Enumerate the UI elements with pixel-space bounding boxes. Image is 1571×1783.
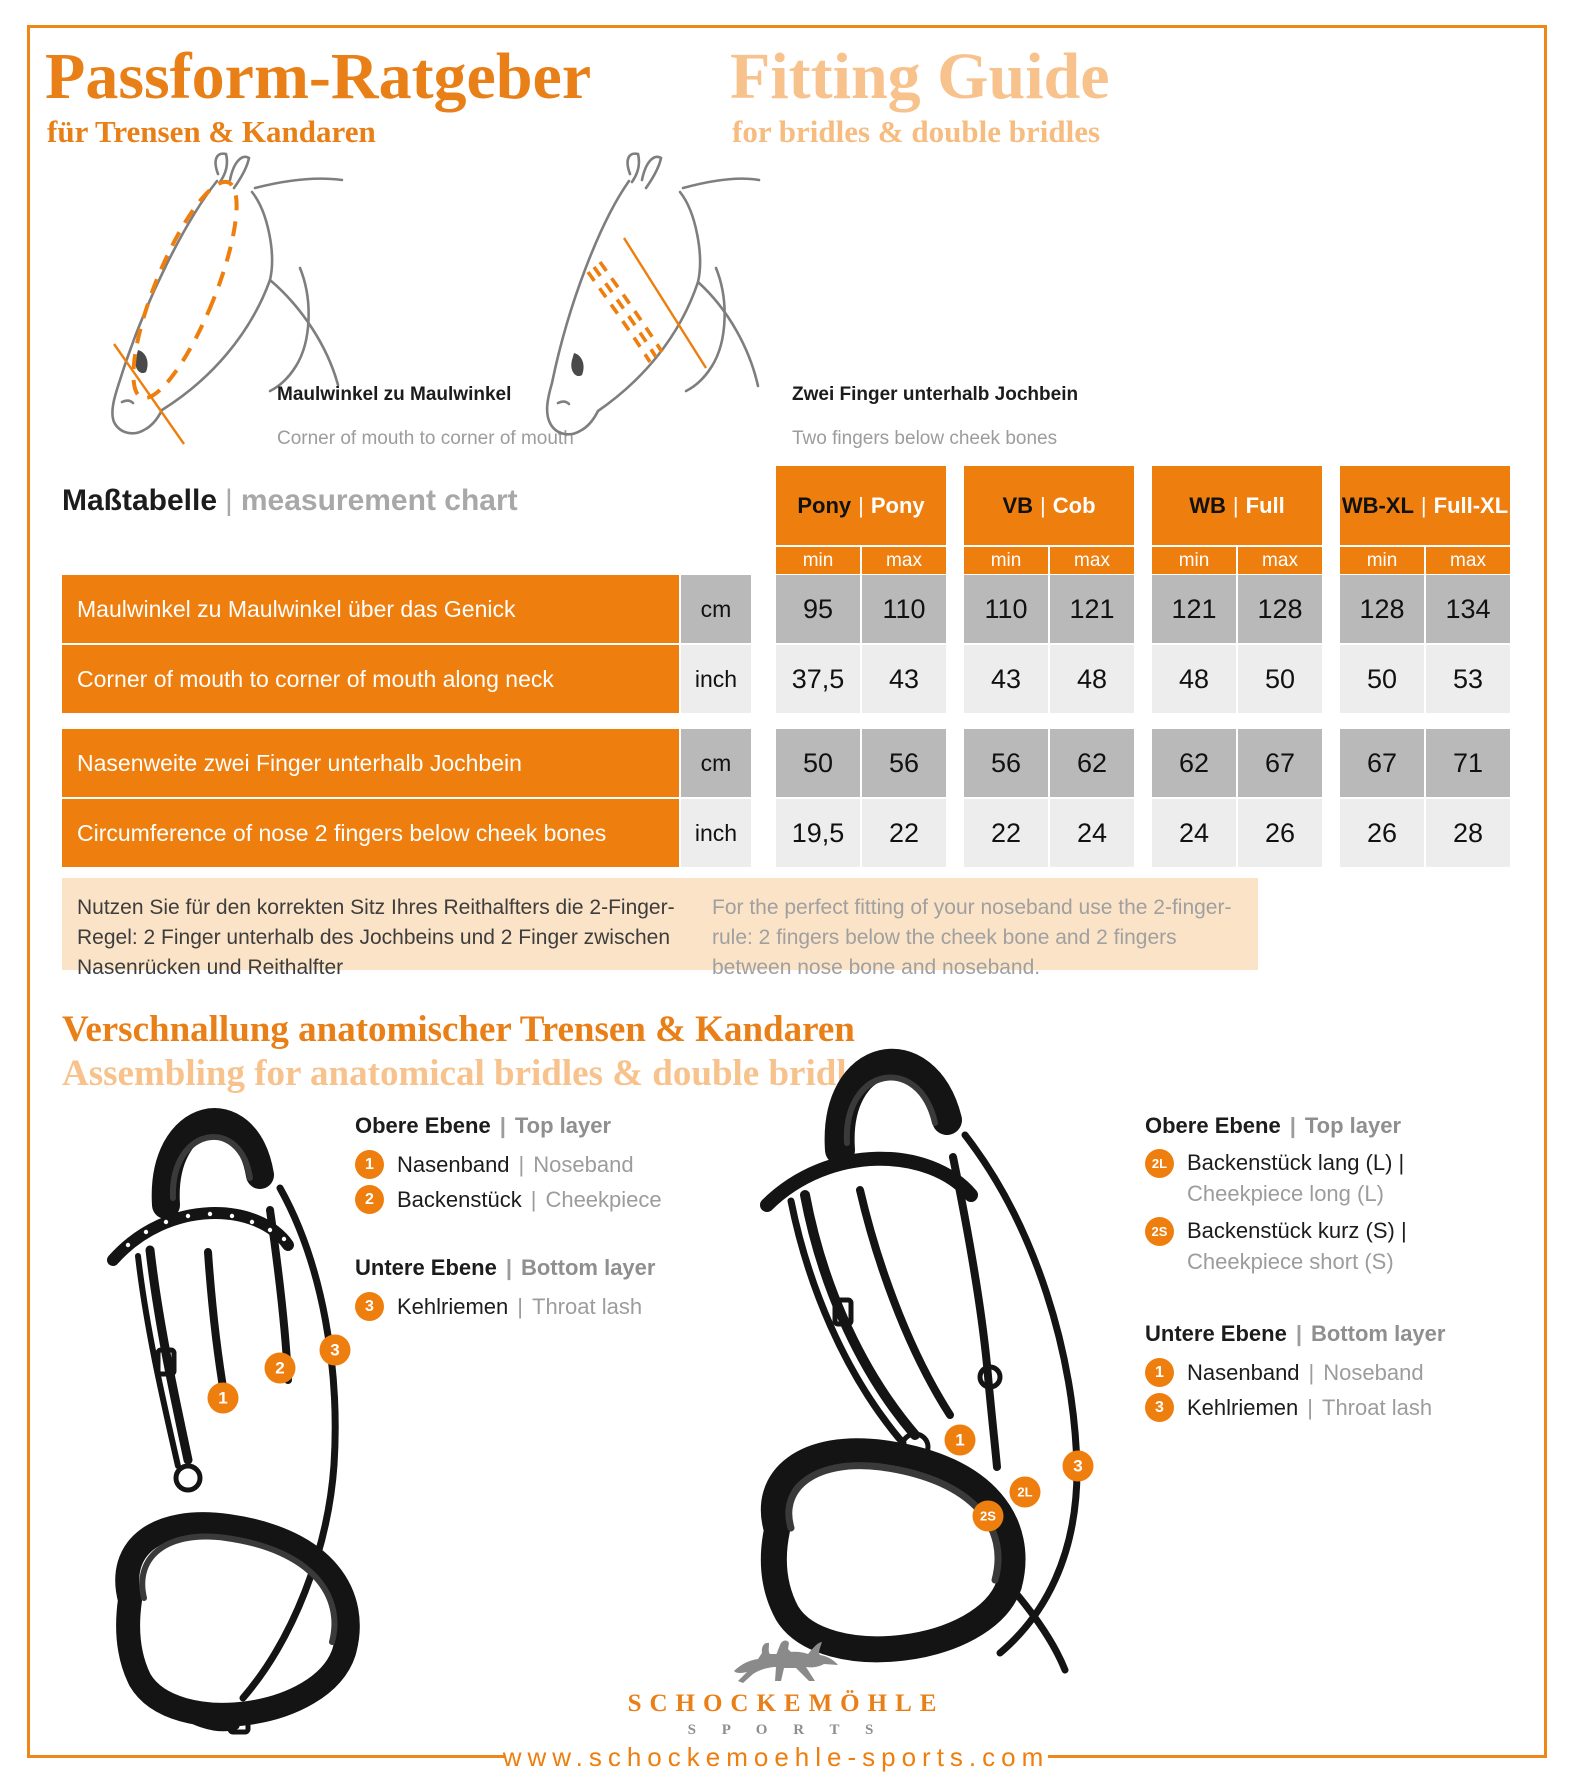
legend-item-german: Backenstück kurz (S) | [1187, 1218, 1407, 1243]
legend-item-separator: | [517, 1293, 523, 1319]
figure2-caption-german: Zwei Finger unterhalb Jochbein [792, 384, 1079, 405]
measurement-value-cell: 56 [964, 729, 1048, 797]
legend-heading-english: Bottom layer [520, 1255, 656, 1280]
figure1-caption-german: Maulwinkel zu Maulwinkel [277, 384, 512, 405]
figure1-caption-english: Corner of mouth to corner of mouth [277, 428, 574, 449]
measurement-value-cell: 95 [776, 575, 860, 643]
measurement-value-cell: 48 [1152, 645, 1236, 713]
legend-heading-english: Top layer [1304, 1113, 1402, 1138]
unit-cell: cm [681, 729, 751, 797]
measurement-value-cell: 43 [862, 645, 946, 713]
measurement-value-cell: 26 [1238, 799, 1322, 867]
bridle-badge-2-icon: 2 [265, 1353, 296, 1384]
size-name-english: Cob [1052, 492, 1096, 518]
minmax-header-cell: min [1152, 547, 1236, 574]
legend-heading-german: Obere Ebene [355, 1113, 491, 1138]
measurement-value-cell: 50 [1340, 645, 1424, 713]
legend-heading-german: Obere Ebene [1145, 1113, 1281, 1138]
size-name-german: WB-XL [1341, 492, 1414, 518]
minmax-header-cell: min [776, 547, 860, 574]
measurement-value-cell: 43 [964, 645, 1048, 713]
bridle-badge-2S-icon: 2S [973, 1501, 1004, 1532]
legend-heading [355, 1255, 715, 1281]
legend-item-separator: | [530, 1186, 537, 1212]
measurement-row-label: Nasenweite zwei Finger unterhalb Jochbein [62, 729, 679, 797]
size-name-separator: | [1040, 492, 1046, 518]
bridle-badge-3-icon: 3 [1063, 1451, 1094, 1482]
size-name-german: VB [1002, 492, 1034, 518]
two-finger-rule-note [62, 878, 1258, 979]
legend-heading [1145, 1321, 1505, 1347]
horse-eye [571, 353, 583, 376]
measurement-value-cell: 121 [1152, 575, 1236, 643]
measurement-value-cell: 22 [862, 799, 946, 867]
measurement-value-cell: 26 [1340, 799, 1424, 867]
measurement-value-cell: 50 [776, 729, 860, 797]
legend-item [1145, 1215, 1505, 1277]
size-name-english: Full [1245, 492, 1285, 518]
legend-item [355, 1182, 715, 1217]
frame-left [27, 25, 30, 1758]
size-name-english: Full-XL [1433, 492, 1509, 518]
bridle-badge-1-icon: 1 [208, 1383, 239, 1414]
legend-item-german: Kehlriemen [1187, 1394, 1299, 1420]
legend-item [1145, 1390, 1505, 1425]
legend-section-gap [355, 1217, 715, 1255]
noseband-dashed-lines [588, 262, 662, 362]
legend-item-german: Backenstück lang (L) | [1187, 1150, 1405, 1175]
measurement-value-cell: 22 [964, 799, 1048, 867]
badge-2-icon: 2 [355, 1185, 384, 1214]
frame-top [27, 25, 1547, 28]
measurement-value-cell: 134 [1426, 575, 1510, 643]
legend-item-german: Kehlriemen [397, 1293, 509, 1319]
legend-heading-separator: | [1289, 1113, 1296, 1138]
note-german: Nutzen Sie für den korrekten Sitz Ihres Reithalfters die 2-Finger-Regel: 2 Finger unterhalb des Jochbeins und 2 Finger zwischen Nasenrücken und Reithalfter [77, 896, 675, 979]
size-name-german: WB [1189, 492, 1226, 518]
size-column-header [1152, 466, 1322, 545]
snaffle-bridle-legend [355, 1113, 715, 1324]
legend-item [355, 1147, 715, 1182]
size-name-separator: | [1420, 492, 1427, 518]
figure2-caption-english: Two fingers below cheek bones [792, 428, 1058, 449]
note-english: For the perfect fitting of your noseband use the 2-finger-rule: 2 fingers below the cheek bone and 2 fingers between nose bone and noseband. [712, 896, 1232, 979]
size-name-separator: | [858, 492, 864, 518]
unit-cell: inch [681, 645, 751, 713]
legend-heading-german: Untere Ebene [355, 1255, 497, 1280]
chart-title-english: measurement chart [240, 484, 518, 517]
brand-horse-logo-icon [728, 1633, 844, 1687]
measurement-row-label: Maulwinkel zu Maulwinkel über das Genick [62, 575, 679, 643]
minmax-header-cell: max [862, 547, 946, 574]
mouth-corner-line [114, 344, 184, 444]
measurement-value-cell: 24 [1152, 799, 1236, 867]
snaffle-bridle-image [88, 1080, 388, 1740]
legend-heading [1145, 1113, 1505, 1139]
measurement-table [62, 466, 1512, 868]
size-column-header [964, 466, 1134, 545]
legend-section-gap [1145, 1283, 1505, 1321]
legend-heading-separator: | [1295, 1321, 1302, 1346]
legend-item-german: Nasenband [397, 1151, 510, 1177]
measurement-value-cell: 67 [1238, 729, 1322, 797]
measurement-value-cell: 62 [1152, 729, 1236, 797]
legend-item-english: Noseband [1323, 1359, 1424, 1385]
legend-heading-german: Untere Ebene [1145, 1321, 1287, 1346]
brand-name: SCHOCKEMÖHLE [627, 1690, 945, 1717]
measurement-value-cell: 56 [862, 729, 946, 797]
legend-heading-english: Bottom layer [1310, 1321, 1446, 1346]
measurement-value-cell: 128 [1340, 575, 1424, 643]
measurement-value-cell: 37,5 [776, 645, 860, 713]
measurement-value-cell: 24 [1050, 799, 1134, 867]
legend-heading-separator: | [499, 1113, 506, 1138]
assembly-title-english: Assembling for anatomical bridles & double bridles [62, 1053, 878, 1094]
measurement-value-cell: 128 [1238, 575, 1322, 643]
size-column-header [776, 466, 946, 545]
legend-heading [355, 1113, 715, 1139]
badge-3-icon: 3 [355, 1292, 384, 1321]
legend-item-english: Throat lash [532, 1293, 643, 1319]
unit-cell: inch [681, 799, 751, 867]
size-column-header [1340, 466, 1510, 545]
legend-heading-english: Top layer [514, 1113, 612, 1138]
horse-eye [135, 350, 147, 373]
badge-2L-icon: 2L [1145, 1149, 1174, 1178]
legend-item-german: Backenstück [397, 1186, 522, 1212]
legend-item-english: Noseband [533, 1151, 634, 1177]
measurement-value-cell: 28 [1426, 799, 1510, 867]
page-title-german: Passform-Ratgeber [45, 40, 592, 113]
legend-item-german: Nasenband [1187, 1359, 1300, 1385]
chart-title-separator: | [225, 484, 233, 517]
bridle-badge-2L-icon: 2L [1010, 1477, 1041, 1508]
brand-sub-name: S P O R T S [687, 1722, 885, 1738]
measurement-row-label: Circumference of nose 2 fingers below cheek bones [62, 799, 679, 867]
badge-1-icon: 1 [355, 1150, 384, 1179]
measurement-value-cell: 62 [1050, 729, 1134, 797]
website-link[interactable]: www.schockemoehle-sports.com [502, 1742, 1050, 1772]
measurement-row-label: Corner of mouth to corner of mouth along neck [62, 645, 679, 713]
legend-item-english: Throat lash [1322, 1394, 1433, 1420]
measurement-value-cell: 53 [1426, 645, 1510, 713]
size-name-german: Pony [797, 492, 852, 518]
unit-cell: cm [681, 575, 751, 643]
legend-item [1145, 1147, 1505, 1209]
minmax-header-cell: min [964, 547, 1048, 574]
measurement-value-cell: 50 [1238, 645, 1322, 713]
minmax-header-cell: max [1426, 547, 1510, 574]
measurement-value-cell: 110 [862, 575, 946, 643]
size-name-english: Pony [870, 492, 925, 518]
legend-item-english: Cheekpiece long (L) [1187, 1181, 1384, 1206]
measurement-value-cell: 71 [1426, 729, 1510, 797]
minmax-header-cell: min [1340, 547, 1424, 574]
legend-item-line1 [1145, 1215, 1505, 1247]
measurement-value-cell: 67 [1340, 729, 1424, 797]
legend-heading-separator: | [505, 1255, 512, 1280]
page-subtitle-english: for bridles & double bridles [732, 114, 1101, 149]
minmax-header-cell: max [1050, 547, 1134, 574]
measurement-value-cell: 19,5 [776, 799, 860, 867]
cheek-bone-line [624, 238, 706, 368]
page-subtitle-german: für Trensen & Kandaren [47, 114, 376, 149]
legend-item-separator: | [1308, 1359, 1315, 1385]
measurement-value-cell: 110 [964, 575, 1048, 643]
legend-item-separator: | [518, 1151, 525, 1177]
chart-title-german: Maßtabelle [62, 484, 218, 517]
badge-3-icon: 3 [1145, 1393, 1174, 1422]
measurement-value-cell: 48 [1050, 645, 1134, 713]
badge-1-icon: 1 [1145, 1358, 1174, 1387]
legend-item [355, 1289, 715, 1324]
bridle-badge-1-icon: 1 [945, 1425, 976, 1456]
horse-head-nose-measure-figure [540, 150, 760, 450]
legend-item-separator: | [1307, 1394, 1313, 1420]
size-name-separator: | [1232, 492, 1239, 518]
measurement-value-cell: 121 [1050, 575, 1134, 643]
minmax-header-cell: max [1238, 547, 1322, 574]
double-bridle-legend [1145, 1113, 1505, 1425]
legend-item-english: Cheekpiece short (S) [1187, 1249, 1394, 1274]
badge-2S-icon: 2S [1145, 1217, 1174, 1246]
frame-right [1544, 25, 1547, 1758]
legend-item [1145, 1355, 1505, 1390]
page-title-english: Fitting Guide [730, 40, 1110, 113]
double-bridle-image [725, 1015, 1115, 1675]
assembly-title-german: Verschnallung anatomischer Trensen & Kandaren [62, 1009, 855, 1050]
legend-item-line1 [1145, 1147, 1505, 1179]
legend-item-english: Cheekpiece [545, 1186, 662, 1212]
bridle-badge-3-icon: 3 [320, 1335, 351, 1366]
